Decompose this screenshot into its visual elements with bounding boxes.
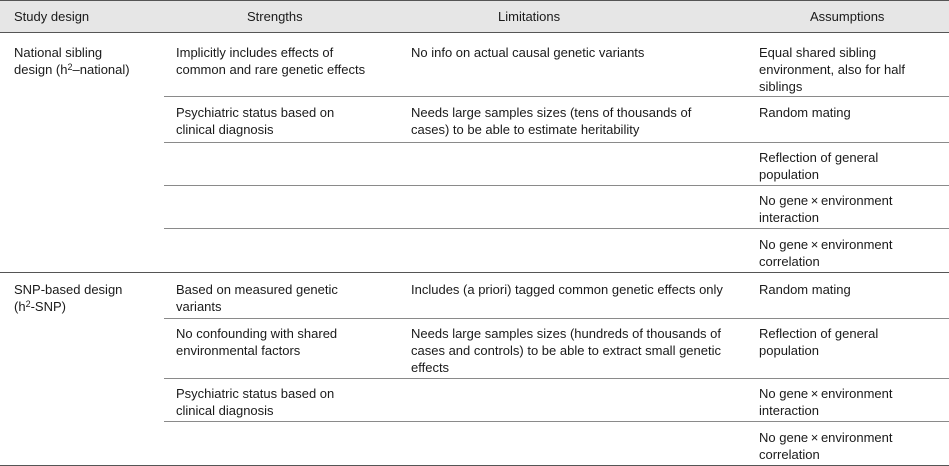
row-divider: [164, 421, 949, 422]
design-label-line1: National sibling: [14, 45, 103, 60]
limitation-cell: No info on actual causal genetic variants: [411, 45, 645, 60]
strength-cell: Implicitly includes effects of common and rare genetic effects: [176, 45, 366, 77]
assumption-cell: No gene × environment correlation: [759, 430, 893, 462]
assumption-cell: Reflection of general population: [759, 150, 879, 182]
design-label-line1: SNP-based design: [14, 282, 123, 297]
assumption-cell: Random mating: [759, 282, 851, 297]
strength-cell: Based on measured genetic variants: [176, 282, 338, 314]
design-label-line2: $(h^2-SNP)$: [14, 299, 66, 314]
header-assumptions: Assumptions: [810, 9, 885, 24]
design-snp-based: [14, 281, 164, 315]
header-strengths: Strengths: [247, 9, 303, 24]
strength-cell: Psychiatric status based on clinical diagnosis: [176, 105, 335, 137]
assumption-cell: No gene × environment interaction: [759, 386, 893, 418]
assumption-cell: No gene × environment correlation: [759, 237, 893, 269]
group-divider: [0, 272, 949, 273]
row-divider: [164, 142, 949, 143]
row-divider: [164, 96, 949, 97]
strength-cell: No confounding with shared environmental factors: [176, 326, 338, 358]
assumption-cell: Random mating: [759, 105, 851, 120]
header-limitations: Limitations: [498, 9, 561, 24]
row-divider: [164, 318, 949, 319]
row-divider: [164, 228, 949, 229]
strength-cell: Psychiatric status based on clinical diagnosis: [176, 386, 335, 418]
row-divider: [164, 185, 949, 186]
header-study-design: Study design: [14, 9, 90, 24]
limitation-cell: Needs large samples sizes (hundreds of thousands of cases and controls) to be able to extract small genetic effects: [411, 326, 722, 375]
table-header-row: [0, 0, 949, 33]
assumption-cell: No gene × environment interaction: [759, 193, 893, 225]
design-national-sibling: [14, 44, 164, 78]
design-label-line2: design $(h^2-national)$: [14, 62, 130, 77]
limitation-cell: Needs large samples sizes (tens of thousands of cases) to be able to estimate heritability: [411, 105, 692, 137]
row-divider: [164, 378, 949, 379]
assumption-cell: Reflection of general population: [759, 326, 879, 358]
assumption-cell: Equal shared sibling environment, also for half siblings: [759, 45, 905, 94]
limitation-cell: Includes (a priori) tagged common genetic effects only: [411, 282, 723, 297]
